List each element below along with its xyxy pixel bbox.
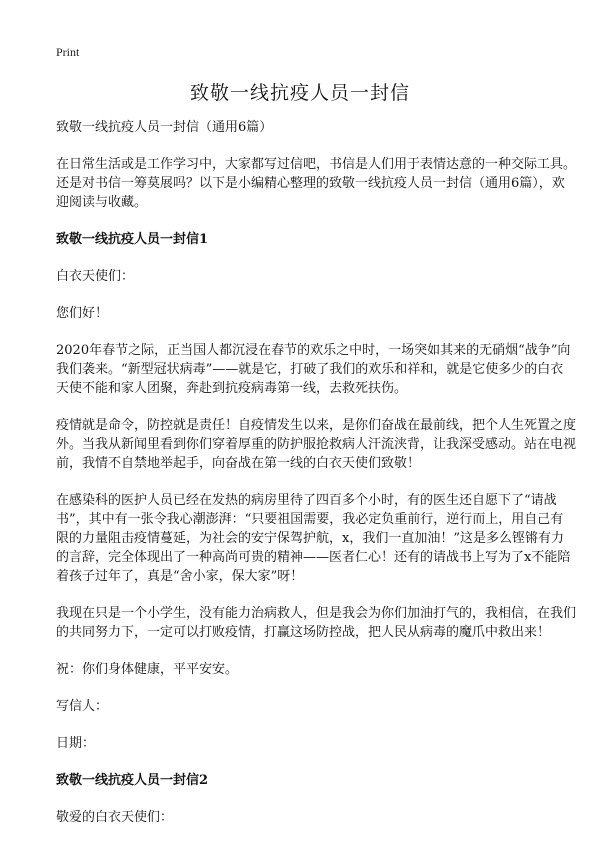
letter-1-paragraph: 我现在只是一个小学生，没有能力治病救人，但是我会为你们加油打气的，我相信，在我们的共同努力下，一定可以打败疫情，打赢这场防控战，把人民从病毒的魔爪中救出来！ bbox=[56, 606, 577, 640]
letter-2-heading: 致敬一线抗疫人员一封信2 bbox=[56, 773, 209, 788]
letter-1-writer: 写信人： bbox=[56, 699, 109, 714]
page-title: 致敬一线抗疫人员一封信 bbox=[189, 82, 410, 104]
letter-2-salutation: 敬爱的白衣天使们： bbox=[56, 810, 174, 825]
letter-1-greeting: 您们好！ bbox=[56, 306, 109, 321]
intro-paragraph: 在日常生活或是工作学习中，大家都写过信吧，书信是人们用于表情达意的一种交际工具。还是对书信一筹莫展吗？以下是小编精心整理的致敬一线抗疫人员一封信（通用6篇），欢迎阅读与收藏。 bbox=[56, 157, 577, 210]
letter-1-paragraph: 2020年春节之际，正当国人都沉浸在春节的欢乐之中时，一场突如其来的无硝烟“战争”向我们袭来。“新型冠状病毒”——就是它，打破了我们的欢乐和祥和，就是它使多少的白衣天使不能和家人团聚，奔赴到抗疫病毒第一线，去救死扶伤。 bbox=[56, 343, 571, 396]
letter-1-salutation: 白衣天使们： bbox=[56, 269, 135, 284]
letter-1-paragraph: 疫情就是命令，防控就是责任！自疫情发生以来，是你们奋战在最前线，把个人生死置之度外。当我从新闻里看到你们穿着厚重的防护服抢救病人汗流浃背，让我深受感动。站在电视前，我情不自禁地举起手，向奋战在第一线的白衣天使们致敬！ bbox=[56, 418, 577, 471]
letter-1-heading: 致敬一线抗疫人员一封信1 bbox=[56, 232, 209, 247]
letter-1-paragraph: 在感染科的医护人员已经在发热的病房里待了四百多个小时，有的医生还自愿下了“请战书”，其中有一张令我心潮澎湃：“只要祖国需要，我必定负重前行，逆行而上，用自己有限的力量阻击疫情蔓延，为社会的安宁保驾护航，x，我们一直加油！”这是多么铿锵有力的言辞，完全体现出了一种高尚可贵的精神——医者仁心！还有的请战书上写为了x不能陪着孩子过年了，真是“舍小家，保大家”呀！ bbox=[56, 493, 571, 584]
print-label[interactable]: Print bbox=[56, 45, 80, 59]
letter-1-date: 日期： bbox=[56, 736, 96, 751]
document-body bbox=[56, 118, 576, 845]
letter-1-blessing: 祝：你们身体健康，平平安安。 bbox=[56, 662, 239, 677]
subtitle: 致敬一线抗疫人员一封信（通用6篇） bbox=[56, 120, 273, 135]
